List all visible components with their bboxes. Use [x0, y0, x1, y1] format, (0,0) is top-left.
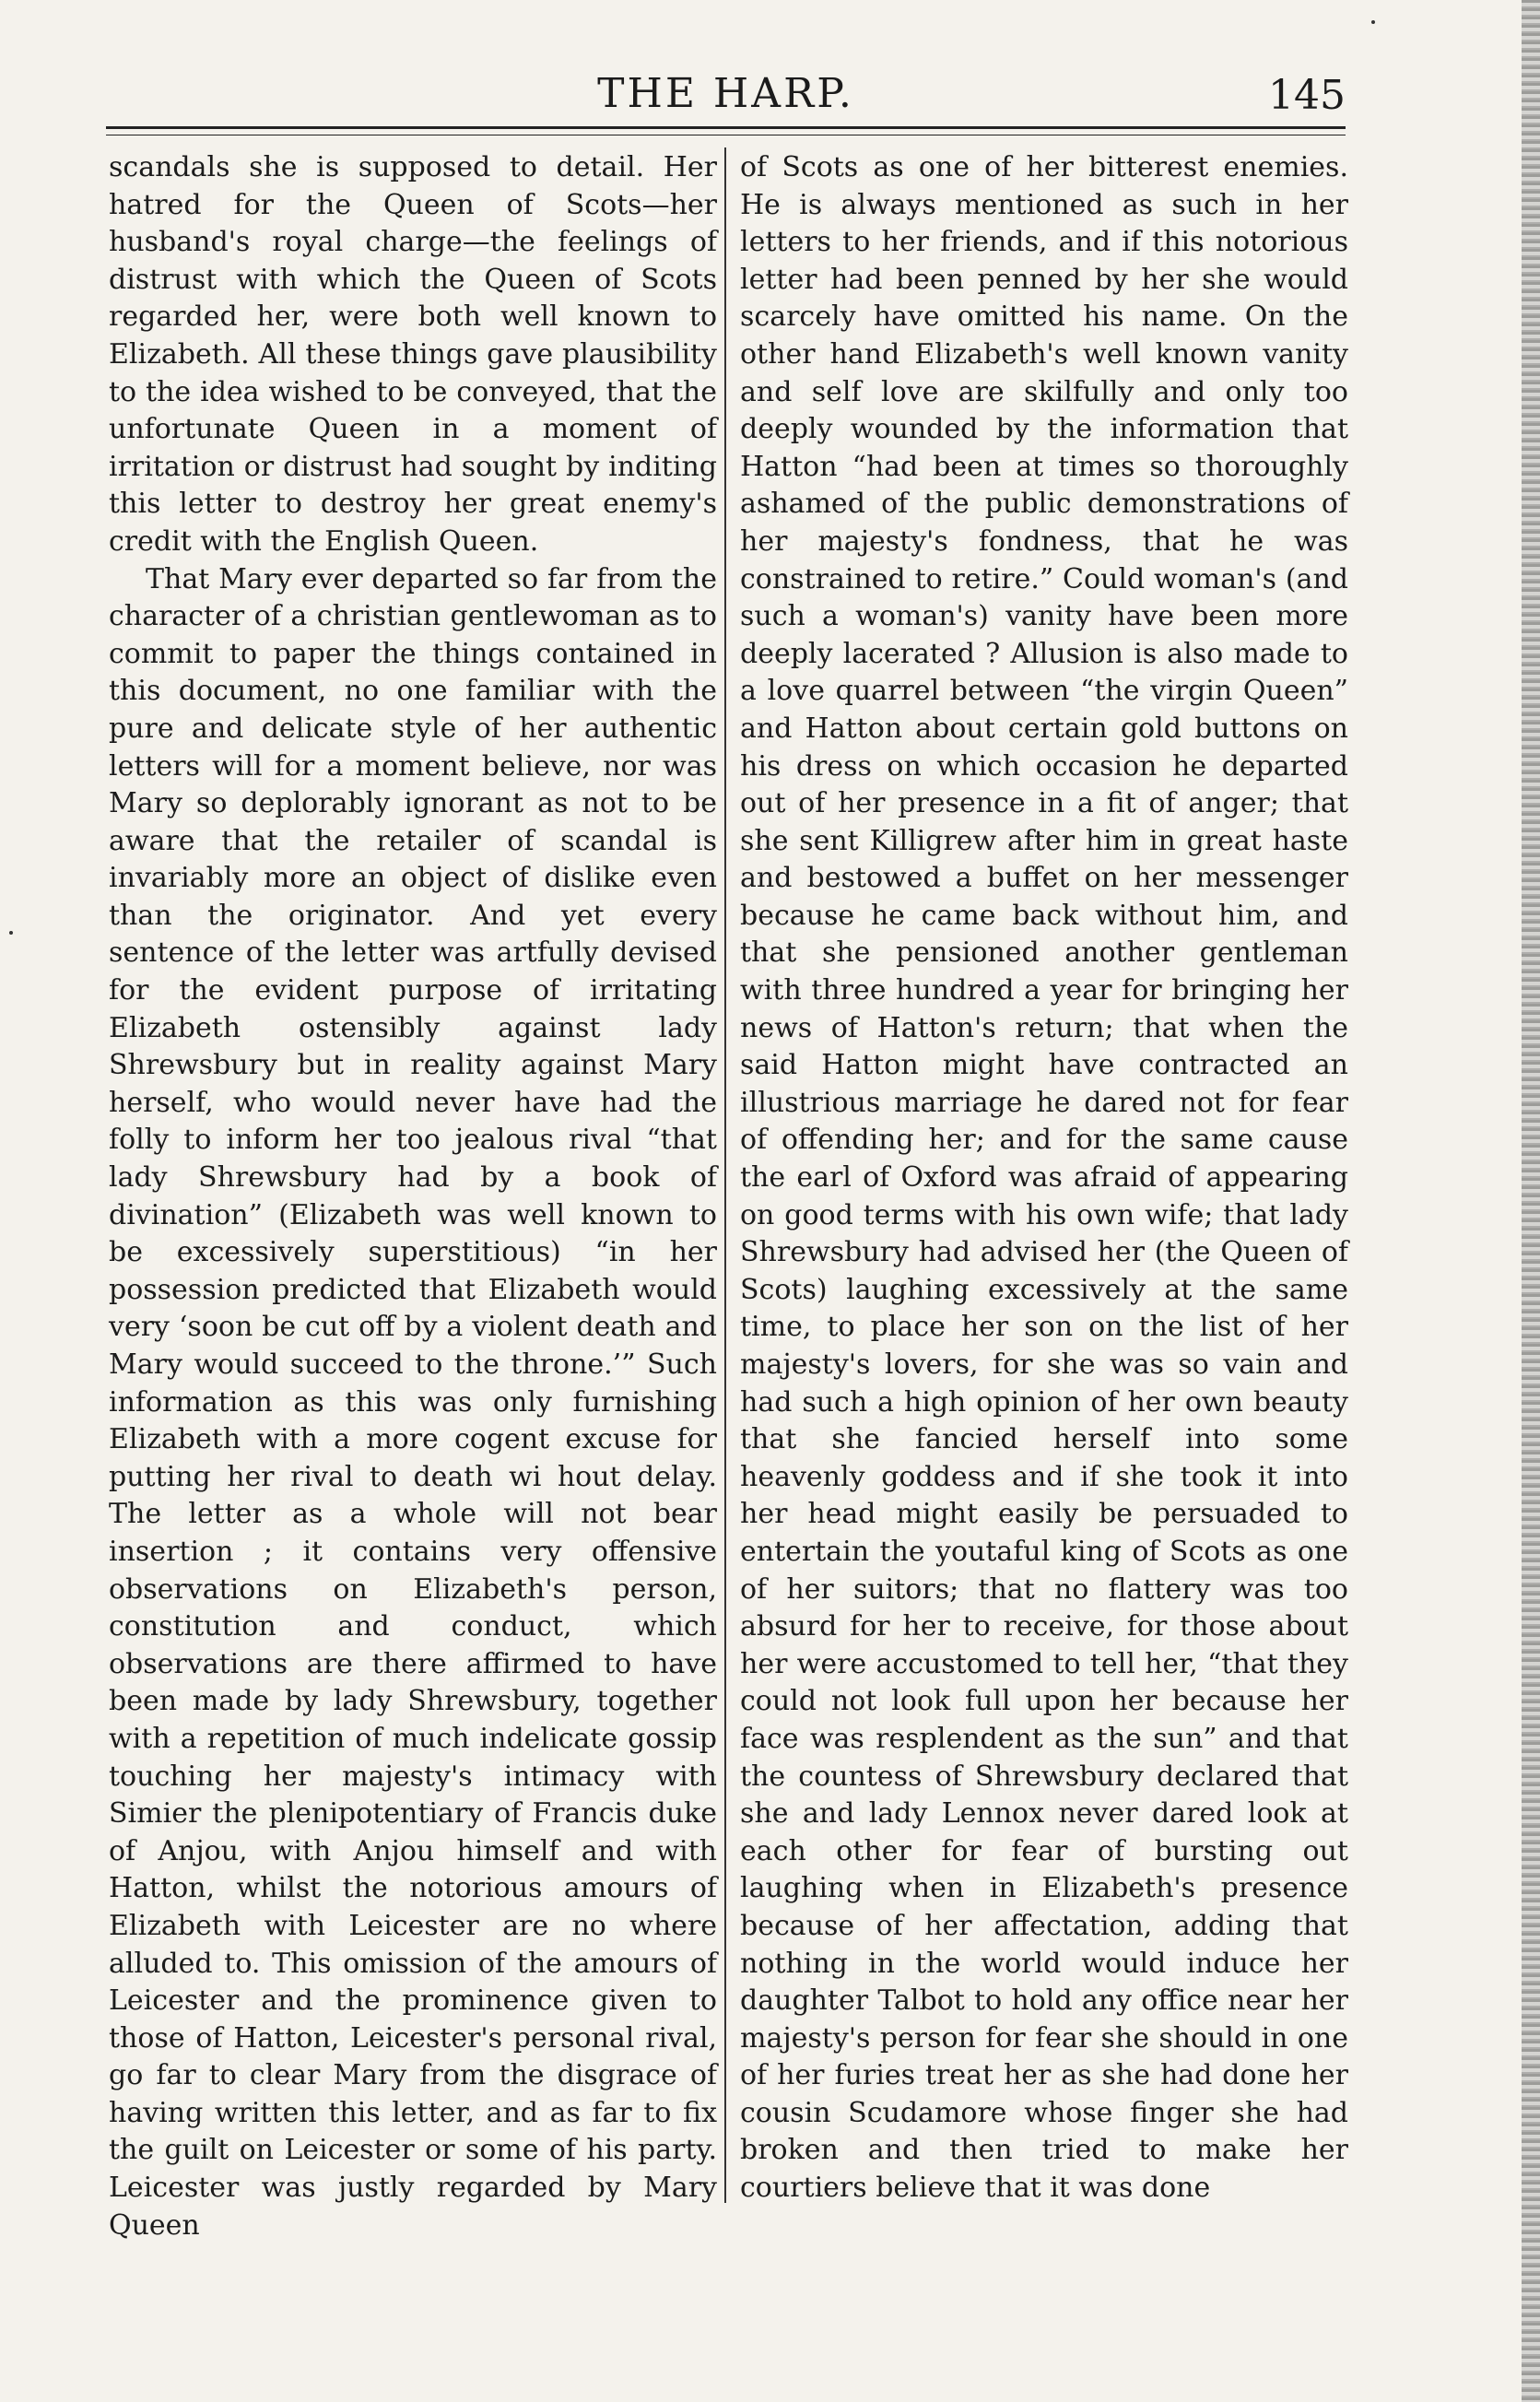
paragraph: scandals she is supposed to detail. Her hatred for the Queen of Scots—her husband's royal charge—the feelings of distrust with which the Queen of Scots regarded her, were both well known to Elizabeth. All these things gave plausibility to the idea wished to be conveyed, that the unfortunate Queen in a moment of irritation or distrust had sought by inditing this letter to destroy her great enemy's credit with the English Queen.: [109, 151, 717, 558]
running-title: THE HARP.: [597, 70, 854, 117]
paragraph: of Scots as one of her bitterest enemies. He is always mentioned as such in her letters to her friends, and if this notorious letter had been penned by her she would scarcely have omitted his name. On the other hand Elizabeth's well known vanity and self love are skilfully and only too deeply wounded by the information that Hatton “had been at times so thoroughly ashamed of the public demonstrations of her majesty's fondness, that he was constrained to retire.” Could woman's (and such a woman's) vanity have been more deeply lacerated ? Allusion is also made to a love quarrel between “the virgin Queen” and Hatton about certain gold buttons on his dress on which occasion he departed out of her presence in a fit of anger; that she sent Killigrew after him in great haste and bestowed a buffet on her messenger because he came back without him, and that she pensioned another gentleman with three hundred a year for bringing her news of Hatton's return; that when the said Hatton might have contracted an illustrious marriage he dared not for fear of offending her; and for the same cause the earl of Oxford was afraid of appearing on good terms with his own wife; that lady Shrewsbury had advised her (the Queen of Scots) laughing excessively at the same time, to place her son on the list of her majesty's lovers, for she was so vain and had such a high opinion of her own beauty that she fancied herself into some heavenly goddess and if she took it into her head might easily be persuaded to entertain the youtaful king of Scots as one of her suitors; that no flattery was too absurd for her to receive, for those about her were accustomed to tell her, “that they could not look full upon her because her face was resplendent as the sun” and that the countess of Shrewsbury declared that she and lady Lennox never dared look at each other for fear of bursting out laughing when in Elizabeth's presence because of her affectation, adding that nothing in the world would induce her daughter Talbot to hold any office near her majesty's person for fear she should in one of her furies treat her as she had done her cousin Scudamore whose finger she had broken and then tried to make her courtiers believe that it was done: [740, 151, 1348, 2205]
column-divider: [724, 147, 726, 2203]
speck: [9, 931, 13, 935]
binding-edge: [1522, 0, 1540, 2402]
speck: [1371, 20, 1375, 24]
header-rule-thick: [106, 126, 1346, 129]
page-header: [106, 63, 1346, 127]
paragraph: That Mary ever departed so far from the character of a christian gentlewoman as to commit to paper the things contained in this document, no one familiar with the pure and delicate style of her authentic letters will for a moment believe, nor was Mary so deplorably ignorant as not to be aware that the retailer of scandal is invariably more an object of dislike even than the originator. And yet every sentence of the letter was artfully devised for the evident purpose of irritating Elizabeth ostensibly against lady Shrewsbury but in reality against Mary herself, who would never have had the folly to inform her too jealous rival “that lady Shrewsbury had by a book of divination” (Elizabeth was well known to be excessively superstitious) “in her possession predicted that Elizabeth would very ‘soon be cut off by a violent death and Mary would succeed to the throne.’” Such information as this was only furnishing Elizabeth with a more cogent excuse for putting her rival to death wi hout delay. The letter as a whole will not bear insertion ; it contains very offensive observations on Elizabeth's person, constitution and conduct, which observations are there affirmed to have been made by lady Shrewsbury, together with a repetition of much indelicate gossip touching her majesty's intimacy with Simier the plenipotentiary of Francis duke of Anjou, with Anjou himself and with Hatton, whilst the notorious amours of Elizabeth with Leicester are no where alluded to. This omission of the amours of Leicester and the prominence given to those of Hatton, Leicester's personal rival, go far to clear Mary from the disgrace of having written this letter, and as far to fix the guilt on Leicester or some of his party. Leicester was justly regarded by Mary Queen: [109, 562, 717, 2242]
page-number: 145: [1268, 72, 1346, 119]
left-column: [109, 149, 717, 2244]
right-column: [740, 149, 1348, 2208]
